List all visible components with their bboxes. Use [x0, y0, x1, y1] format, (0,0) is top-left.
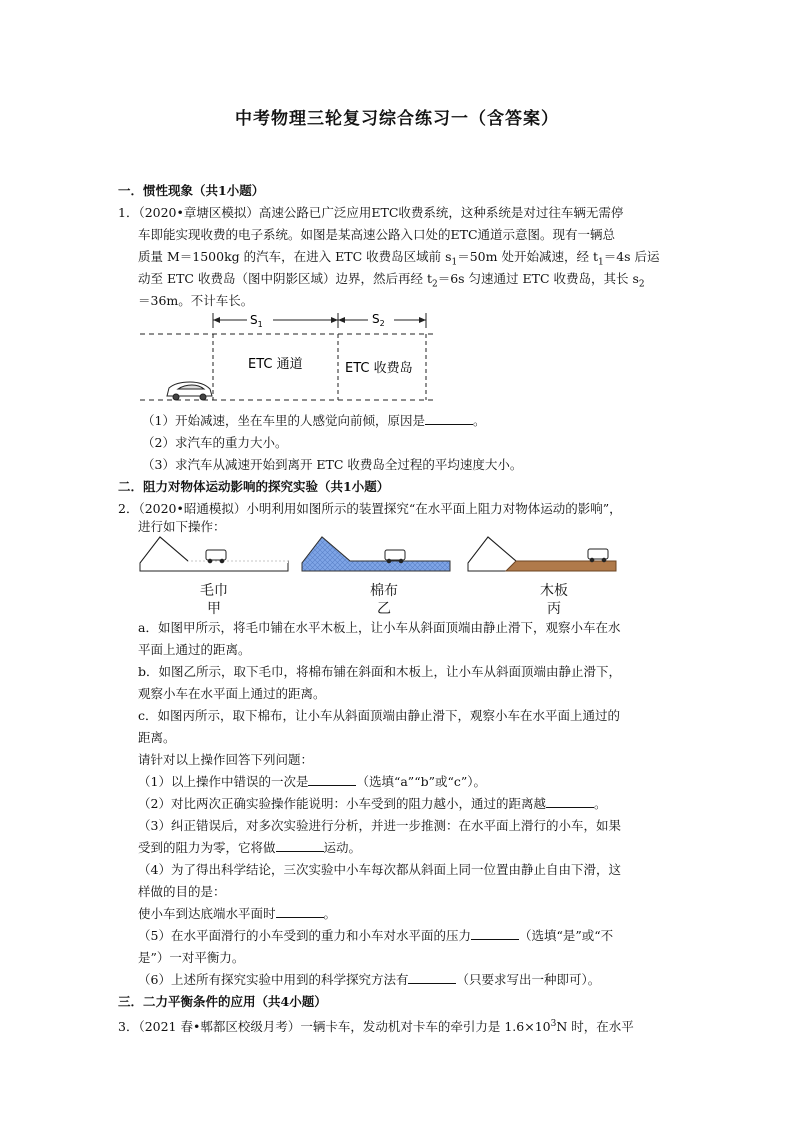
etc-lane-label: ETC 通道: [248, 357, 303, 372]
q2-part-4b: 样做的目的是：: [138, 884, 226, 899]
caption-label-2: 乙: [377, 601, 391, 617]
q1-part-2: （2）求汽车的重力大小。: [142, 435, 288, 450]
q2-line-2: 进行如下操作：: [138, 519, 226, 534]
q1-line-5: ＝36m。不计车长。: [138, 293, 254, 308]
ramp-panel-bing: [468, 537, 616, 571]
q2-part-2: （2）对比两次正确实验操作能说明：小车受到的阻力越小，通过的距离越 。: [138, 796, 607, 811]
q2-line-1: 2．（2020•昭通模拟）小明利用如图所示的装置探究“在水平面上阻力对物体运动的影响”，: [118, 501, 622, 516]
caption-label-1: 甲: [207, 601, 221, 617]
caption-material-3: 木板: [540, 583, 568, 599]
q2-step-a-2: 平面上通过的距离。: [138, 642, 251, 657]
q1-part-1: （1）开始减速，坐在车里的人感觉向前倾，原因是 。: [142, 413, 486, 428]
car-icon: [167, 382, 212, 400]
page-title: 中考物理三轮复习综合练习一（含答案）: [235, 109, 559, 129]
etc-island-label: ETC 收费岛: [345, 361, 413, 376]
q2-part-3b: 受到的阻力为零，它将做 运动。: [138, 840, 362, 855]
ramp-panel-jia: [140, 537, 288, 571]
q2-part-5a: （5）在水平面滑行的小车受到的重力和小车对水平面的压力 （选填“是”或“不: [138, 928, 614, 943]
q2-part-6: （6）上述所有探究实验中用到的科学探究方法有 （只要求写出一种即可）。: [138, 972, 601, 987]
q1-line-1: 1．（2020•章塘区模拟）高速公路已广泛应用ETC收费系统，这种系统是对过往车辆无需停: [118, 205, 624, 220]
q2-part-5b: 是”）一对平衡力。: [138, 950, 245, 965]
q2-part-4c: 使小车到达底端水平面时 。: [138, 906, 337, 921]
s2-label: $S_2$: [372, 312, 385, 328]
q1-part-3: （3）求汽车从减速开始到离开 ETC 收费岛全过程的平均速度大小。: [142, 457, 523, 472]
ramp-diagrams: [138, 535, 618, 577]
q2-part-1: （1）以上操作中错误的一次是 （选填“a”“b”或“c”）。: [138, 774, 487, 789]
q2-step-b-2: 观察小车在水平面上通过的距离。: [138, 686, 326, 701]
q2-part-4a: （4）为了得出科学结论，三次实验中小车每次都从斜面上同一位置由静止自由下滑，这: [138, 862, 621, 877]
q1-line-2: 车即能实现收费的电子系统。如图是某高速公路入口处的ETC通道示意图。现有一辆总: [138, 227, 616, 242]
q2-step-c-2: 距离。: [138, 730, 176, 745]
q2-part-3a: （3）纠正错误后，对多次实验进行分析，并进一步推测：在水平面上滑行的小车，如果: [138, 818, 621, 833]
caption-material-2: 棉布: [370, 583, 398, 599]
q2-step-a-1: a．如图甲所示，将毛巾铺在水平木板上，让小车从斜面顶端由静止滑下，观察小车在水: [138, 620, 621, 635]
q2-step-b-1: b．如图乙所示，取下毛巾，将棉布铺在斜面和木板上，让小车从斜面顶端由静止滑下，: [138, 664, 622, 679]
s1-label: $S_1$: [250, 313, 263, 329]
ramp-panel-yi: [302, 537, 450, 571]
etc-diagram: [140, 308, 440, 408]
q3-line-1: 3．（2021 春•郫都区校级月考）一辆卡车，发动机对卡车的牵引力是 $1.6\times 10^3N$ 时，在水平: [118, 1019, 634, 1035]
section-heading-2: 二．阻力对物体运动影响的探究实验（共1小题）: [118, 479, 390, 494]
q2-ask: 请针对以上操作回答下列问题：: [138, 752, 314, 767]
q2-step-c-1: c．如图丙所示，取下棉布，让小车从斜面顶端由静止滑下，观察小车在水平面上通过的: [138, 708, 621, 723]
answer-blank: [425, 413, 473, 425]
q1-line-3: 质量 M＝1500kg 的汽车，在进入 ETC 收费岛区域前 $s_1=50m$ 处开始减速，经 $t_1=4s$ 后运: [138, 249, 660, 268]
caption-material-1: 毛巾: [200, 583, 228, 599]
section-heading-1: 一．惯性现象（共1小题）: [118, 183, 265, 198]
section-heading-3: 三．二力平衡条件的应用（共4小题）: [118, 994, 327, 1009]
q1-line-4: 动至 ETC 收费岛（图中阴影区域）边界，然后再经 $t_2=6s$ 匀速通过 ETC 收费岛，其长 $s_2$: [138, 271, 645, 290]
caption-label-3: 丙: [547, 601, 561, 617]
